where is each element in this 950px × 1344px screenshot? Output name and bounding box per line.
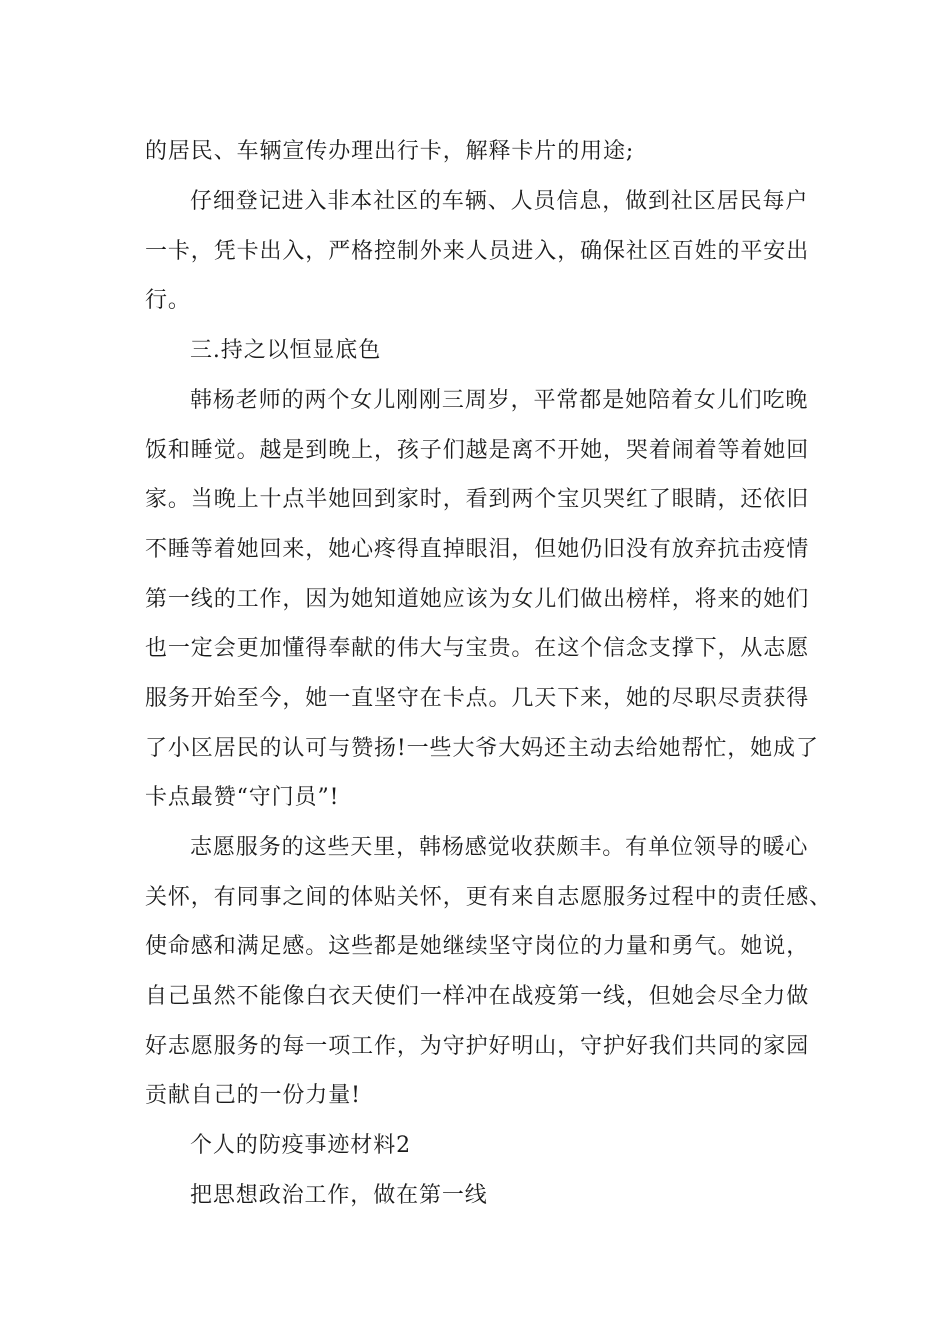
text-line: 关怀，有同事之间的体贴关怀，更有来自志愿服务过程中的责任感、 [145,885,833,910]
document-title: 个人的防疫事迹材料2 [190,1133,411,1158]
text-line: 第一线的工作，因为她知道她应该为女儿们做出榜样，将来的她们 [145,587,810,612]
text-line: 家。当晚上十点半她回到家时，看到两个宝贝哭红了眼睛，还依旧 [145,487,810,512]
text-line: 也一定会更加懂得奉献的伟大与宝贵。在这个信念支撑下，从志愿 [145,636,810,661]
section-heading: 把思想政治工作，做在第一线 [190,1183,488,1208]
text-line: 饭和睡觉。越是到晚上，孩子们越是离不开她，哭着闹着等着她回 [145,438,810,463]
paragraph-start-line: 志愿服务的这些天里，韩杨感觉收获颇丰。有单位领导的暖心 [190,835,809,860]
text-line: 的居民、车辆宣传办理出行卡，解释卡片的用途; [145,139,635,164]
paragraph-start-line: 韩杨老师的两个女儿刚刚三周岁，平常都是她陪着女儿们吃晚 [190,388,809,413]
section-heading: 三.持之以恒显底色 [190,338,382,363]
text-line: 好志愿服务的每一项工作，为守护好明山，守护好我们共同的家园 [145,1034,810,1059]
paragraph-start-line: 仔细登记进入非本社区的车辆、人员信息，做到社区居民每户 [190,189,809,214]
text-line: 一卡，凭卡出入，严格控制外来人员进入，确保社区百姓的平安出 [145,239,810,264]
text-line: 了小区居民的认可与赞扬!一些大爷大妈还主动去给她帮忙，她成了 [145,736,819,761]
text-line: 服务开始至今，她一直坚守在卡点。几天下来，她的尽职尽责获得 [145,686,810,711]
text-line: 卡点最赞“守门员”! [145,785,340,810]
text-line: 贡献自己的一份力量! [145,1083,361,1108]
text-line: 使命感和满足感。这些都是她继续坚守岗位的力量和勇气。她说， [145,934,810,959]
text-line: 自己虽然不能像白衣天使们一样冲在战疫第一线，但她会尽全力做 [145,984,810,1009]
text-line: 不睡等着她回来，她心疼得直掉眼泪，但她仍旧没有放弃抗击疫情 [145,537,810,562]
text-line: 行。 [145,288,191,313]
